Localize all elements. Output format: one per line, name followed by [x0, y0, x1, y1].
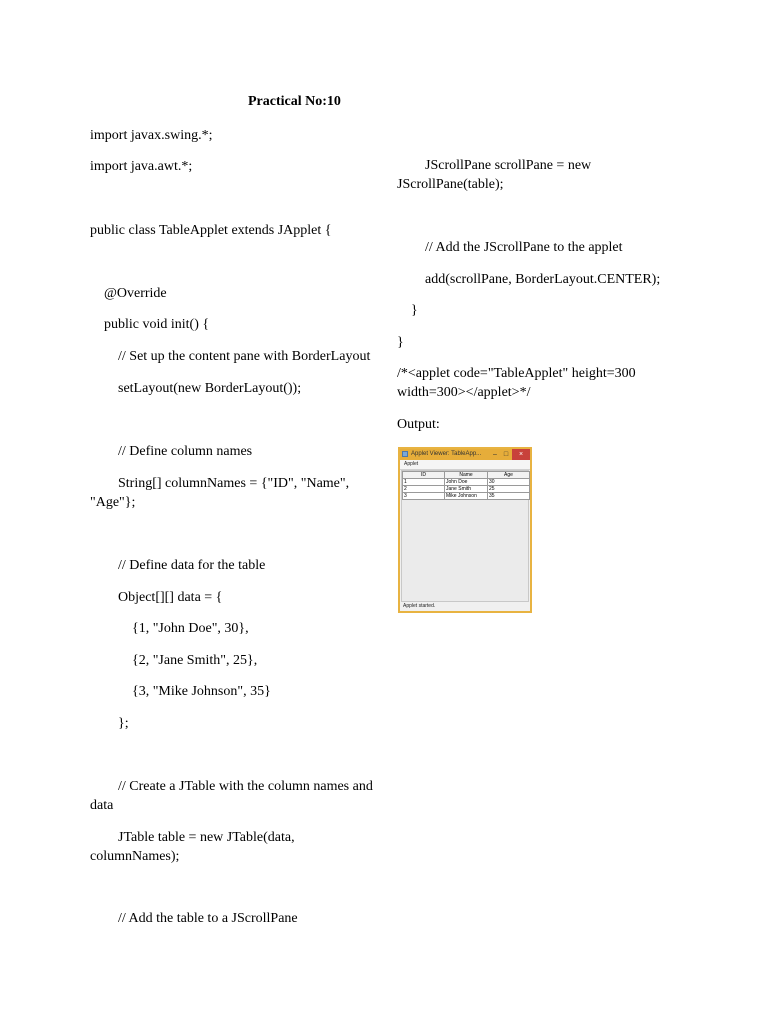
applet-menu[interactable]: Applet [400, 460, 530, 470]
code-line: add(scrollPane, BorderLayout.CENTER); [425, 272, 661, 287]
table-row[interactable] [403, 493, 530, 500]
code-line: {1, "John Doe", 30}, [132, 621, 249, 636]
code-line: // Add the JScrollPane to the applet [425, 240, 623, 255]
table-cell[interactable]: John Doe [445, 479, 488, 486]
java-app-icon [402, 451, 408, 457]
code-line: public class TableApplet extends JApplet { [90, 223, 332, 238]
code-line: {2, "Jane Smith", 25}, [132, 653, 258, 668]
code-line: // Create a JTable with the column names and data [90, 779, 373, 813]
code-line: JTable table = new JTable(data, columnNames); [90, 830, 295, 864]
applet-window-title: Applet Viewer: TableApp... [411, 451, 482, 457]
maximize-icon[interactable]: □ [503, 451, 509, 458]
output-label: Output: [397, 417, 440, 432]
table-cell[interactable]: 25 [488, 486, 530, 493]
code-line: String[] columnNames = {"ID", "Name", "Age"}; [90, 476, 350, 510]
table-row[interactable] [403, 479, 530, 486]
code-line: JScrollPane scrollPane = new JScrollPane(table); [397, 158, 592, 192]
minimize-icon[interactable]: – [493, 451, 497, 458]
scroll-pane[interactable] [401, 470, 529, 603]
code-line: // Define data for the table [118, 558, 266, 573]
applet-viewer-window [398, 447, 532, 613]
code-line: public void init() { [104, 317, 210, 332]
code-line: // Define column names [118, 444, 253, 459]
table-cell[interactable]: 2 [403, 486, 445, 493]
close-icon[interactable]: × [512, 449, 530, 460]
table-cell[interactable]: 35 [488, 493, 530, 500]
code-line: import java.awt.*; [90, 159, 193, 174]
table-header-row [403, 472, 530, 479]
code-line: } [411, 303, 418, 318]
table-cell[interactable]: 1 [403, 479, 445, 486]
table-cell[interactable]: Mike Johnson [445, 493, 488, 500]
code-line: setLayout(new BorderLayout()); [118, 381, 302, 396]
jtable[interactable] [402, 471, 530, 500]
page-title: Practical No:10 [248, 94, 341, 109]
applet-titlebar [400, 449, 530, 460]
column-header[interactable]: ID [403, 472, 445, 479]
code-line: }; [118, 716, 129, 731]
code-line: {3, "Mike Johnson", 35} [132, 684, 271, 699]
code-line: // Set up the content pane with BorderLayout [118, 349, 371, 364]
table-cell[interactable]: Jane Smith [445, 486, 488, 493]
code-line: Object[][] data = { [118, 590, 223, 605]
column-header[interactable]: Name [445, 472, 488, 479]
code-line: import javax.swing.*; [90, 128, 213, 143]
code-line: } [397, 335, 404, 350]
code-line: @Override [104, 286, 167, 301]
table-row[interactable] [403, 486, 530, 493]
code-line: // Add the table to a JScrollPane [118, 911, 298, 926]
code-line: /*<applet code="TableApplet" height=300 width=300></applet>*/ [397, 366, 636, 400]
applet-status-bar: Applet started. [401, 601, 529, 610]
table-cell[interactable]: 30 [488, 479, 530, 486]
table-cell[interactable]: 3 [403, 493, 445, 500]
column-header[interactable]: Age [488, 472, 530, 479]
